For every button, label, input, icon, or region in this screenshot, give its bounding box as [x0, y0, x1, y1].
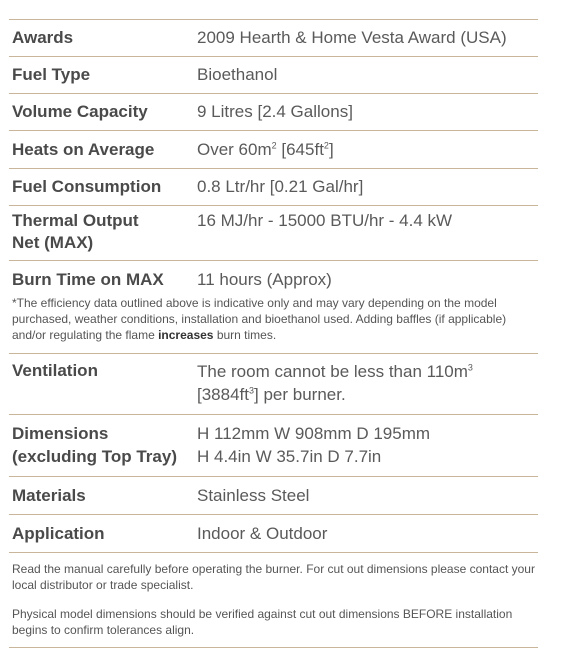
- dimensions-note: Physical model dimensions should be verified against cut out dimensions BEFORE installation begins to confirm tolerances align.: [12, 607, 513, 637]
- efficiency-note: *The efficiency data outlined above is indicative only and may vary depending on the model purchased, weather conditions, installation and bioethanol used. Adding baffles (if applicable) and/or regulating the flame increases burn times.: [12, 296, 507, 342]
- label-awards: Awards: [12, 28, 74, 47]
- value-awards: 2009 Hearth & Home Vesta Award (USA): [197, 28, 507, 47]
- value-thermal-output: 16 MJ/hr - 15000 BTU/hr - 4.4 kW: [197, 211, 453, 230]
- value-ventilation: The room cannot be less than $110m^3$ $[3884ft^3]$ per burner.: [197, 362, 473, 404]
- row-awards: [9, 20, 538, 57]
- specification-table: [9, 19, 538, 648]
- value-fuel-consumption: 0.8 Ltr/hr [0.21 Gal/hr]: [197, 177, 364, 196]
- label-materials: Materials: [12, 486, 86, 505]
- manual-note: Read the manual carefully before operating the burner. For cut out dimensions please contact your local distributor or trade specialist.: [12, 562, 535, 592]
- row-application: [9, 515, 538, 553]
- row-fuel-consumption: [9, 169, 538, 206]
- row-materials: [9, 477, 538, 515]
- row-ventilation: [9, 354, 538, 415]
- label-application: Application: [12, 524, 105, 543]
- value-burn-time: 11 hours (Approx): [197, 270, 332, 289]
- label-heats-on-average: Heats on Average: [12, 140, 155, 159]
- row-burn-time: [9, 261, 538, 354]
- label-fuel-consumption: Fuel Consumption: [12, 177, 162, 196]
- row-dimensions: [9, 415, 538, 477]
- value-volume-capacity: 9 Litres [2.4 Gallons]: [197, 102, 353, 121]
- label-dimensions: Dimensions (excluding Top Tray): [12, 424, 177, 466]
- row-footer-notes: [9, 553, 538, 648]
- value-application: Indoor & Outdoor: [197, 524, 328, 543]
- row-fuel-type: [9, 57, 538, 94]
- label-thermal-output: Thermal Output Net (MAX): [12, 211, 139, 252]
- value-heats-on-average: Over $60m^2$ $[645ft^2]$: [197, 140, 334, 159]
- label-fuel-type: Fuel Type: [12, 65, 91, 84]
- row-volume-capacity: [9, 94, 538, 131]
- label-ventilation: Ventilation: [12, 361, 98, 380]
- value-dimensions: H 112mm W 908mm D 195mm H 4.4in W 35.7in D 7.7in: [197, 424, 431, 466]
- row-thermal-output: [9, 206, 538, 261]
- label-burn-time: Burn Time on MAX: [12, 270, 164, 289]
- value-materials: Stainless Steel: [197, 486, 310, 505]
- row-heats-on-average: [9, 131, 538, 169]
- value-fuel-type: Bioethanol: [197, 65, 278, 84]
- label-volume-capacity: Volume Capacity: [12, 102, 148, 121]
